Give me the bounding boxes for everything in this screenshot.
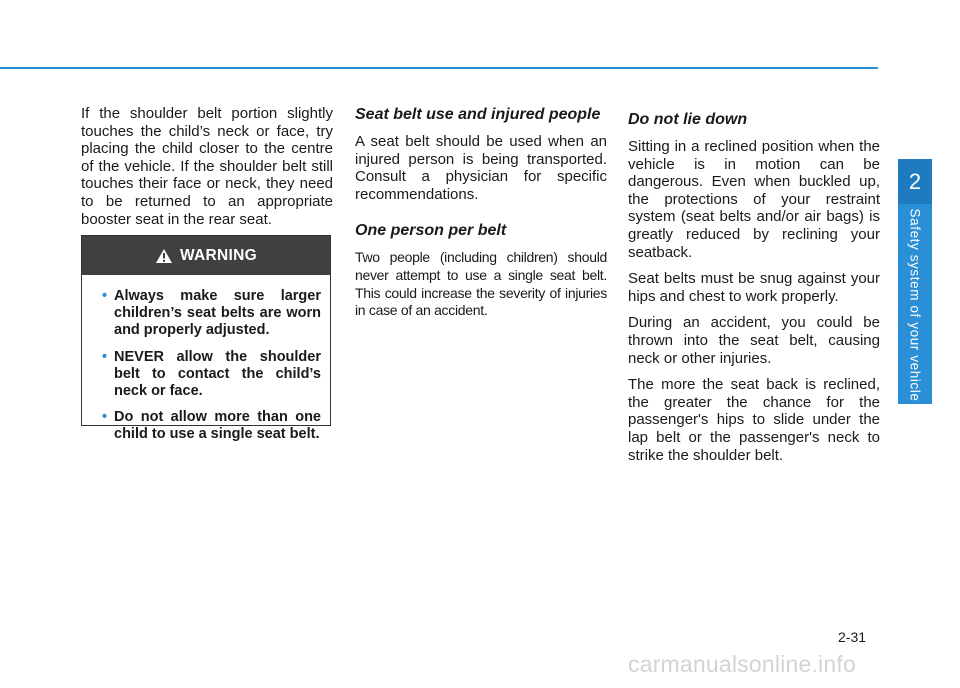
warning-title: WARNING xyxy=(179,246,257,264)
watermark: carmanualsonline.info xyxy=(628,651,856,677)
bullet-icon: • xyxy=(102,409,108,426)
paragraph: During an accident, you could be thrown into the seat belt, causing neck or other injuries. xyxy=(628,314,880,367)
warning-item xyxy=(102,288,321,340)
chapter-title: Safety system of your vehicle xyxy=(907,208,923,402)
page-number: 2-31 xyxy=(838,629,867,645)
warning-box xyxy=(81,235,331,443)
warning-item-text: Always make sure larger children’s seat belts are worn and properly adjusted. xyxy=(114,288,321,339)
intro-paragraph: If the shoulder belt portion slightly touches the child’s neck or face, try placing the child closer to the centre of the vehicle. If the shoulder belt still touches their face or neck, they need to be returned to an appropriate booster seat in the rear seat. xyxy=(81,105,333,228)
heading-injured-people: Seat belt use and injured people xyxy=(355,106,601,123)
chapter-number: 2 xyxy=(898,159,932,204)
bullet-icon: • xyxy=(102,288,108,304)
heading-one-person-per-belt: One person per belt xyxy=(355,222,507,240)
heading-do-not-lie-down: Do not lie down xyxy=(628,111,748,128)
warning-item xyxy=(102,349,321,401)
column-right xyxy=(628,110,880,473)
paragraph-injured-people: A seat belt should be used when an injured person is being transported. Consult a physician for specific recommendations. xyxy=(355,133,607,203)
paragraph: The more the seat back is reclined, the greater the chance for the passenger's hips to slide under the lap belt or the passenger's neck to strike the shoulder belt. xyxy=(628,376,880,464)
paragraph: Sitting in a reclined position when the vehicle is in motion can be dangerous. Even when buckled up, the protections of your restraint system (seat belts and/or air bags) is greatly reduced by reclining your seatback. xyxy=(628,138,880,261)
warning-item xyxy=(102,409,321,443)
paragraph-one-person-per-belt: Two people (including children) should never attempt to use a single seat belt. This could increase the severity of injuries in case of an accident. xyxy=(355,249,607,319)
warning-triangle-icon xyxy=(155,248,173,264)
column-left xyxy=(81,105,333,237)
header-rule xyxy=(0,67,878,69)
bullet-icon: • xyxy=(102,348,108,365)
warning-list xyxy=(82,275,330,444)
warning-header xyxy=(82,236,330,275)
warning-item-text: Do not allow more than one child to use a single seat belt. xyxy=(114,409,321,443)
column-middle xyxy=(355,105,607,329)
warning-item-text: NEVER allow the shoulder belt to contact the child’s neck or face. xyxy=(114,348,321,400)
paragraph: Seat belts must be snug against your hips and chest to work properly. xyxy=(628,270,880,305)
